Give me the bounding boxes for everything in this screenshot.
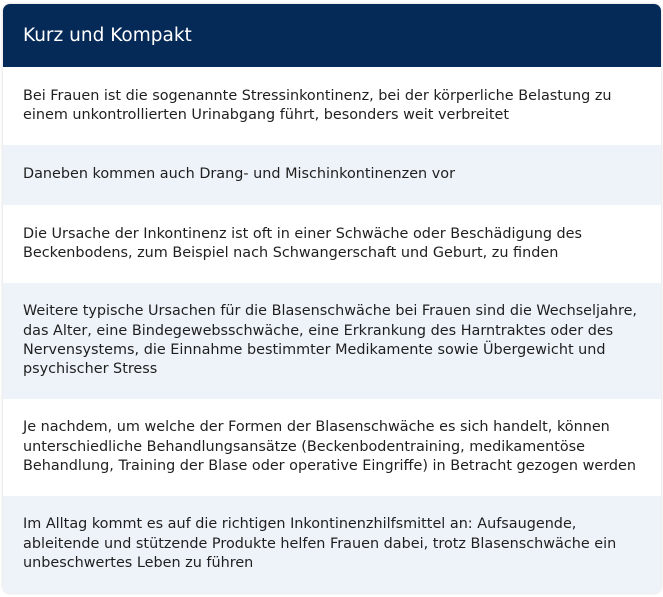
summary-card xyxy=(3,4,661,593)
list-item-text: Daneben kommen auch Drang- und Mischinkontinenzen vor xyxy=(23,166,455,183)
list-item xyxy=(3,67,661,145)
list-item-text: Bei Frauen ist die sogenannte Stressinkontinenz, bei der körperliche Belastung zu einem unkontrollierten Urinabgang führt, besonders weit verbreitet xyxy=(23,87,612,123)
list-item-text: Je nachdem, um welche der Formen der Blasenschwäche es sich handelt, können unterschiedliche Behandlungsansätze (Beckenbodentraining, medikamentöse Behandlung, Training der Blase oder operative Eingriffe) in Betracht gezogen werden xyxy=(23,419,636,475)
list-item-text: Die Ursache der Inkontinenz ist oft in einer Schwäche oder Beschädigung des Beckenbodens, zum Beispiel nach Schwangerschaft und Geburt, zu finden xyxy=(23,225,583,261)
list-item xyxy=(3,496,661,593)
list-item xyxy=(3,399,661,496)
list-item-text: Im Alltag kommt es auf die richtigen Inkontinenzhilfsmittel an: Aufsaugende, ableitende und stützende Produkte helfen Frauen dabei, trotz Blasenschwäche ein unbeschwertes Leben zu führen xyxy=(23,516,617,572)
list-item xyxy=(3,205,661,283)
card-title: Kurz und Kompakt xyxy=(23,25,192,46)
list-item-text: Weitere typische Ursachen für die Blasenschwäche bei Frauen sind die Wechseljahre, das Alter, eine Bindegewebsschwäche, eine Erkrankung des Harntraktes oder des Nervensystems, die Einnahme bestimmter Medikamente sowie Übergewicht und psychischer Stress xyxy=(23,303,638,378)
card-header xyxy=(3,4,661,67)
list-item xyxy=(3,283,661,399)
list-item xyxy=(3,145,661,205)
summary-list xyxy=(3,67,661,593)
